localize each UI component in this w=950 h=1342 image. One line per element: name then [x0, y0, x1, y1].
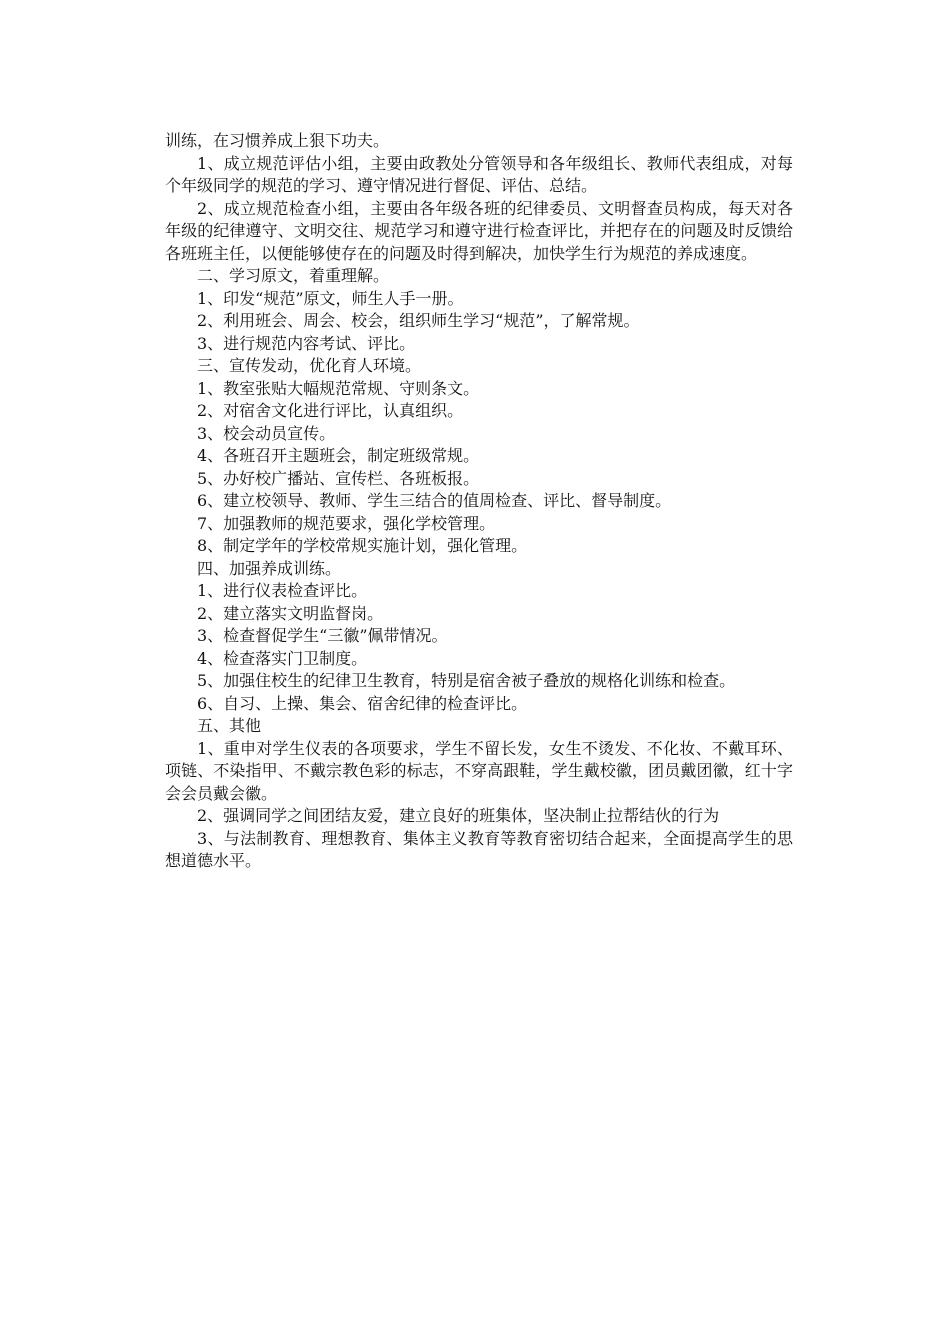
- paragraph: 四、加强养成训练。: [197, 558, 342, 578]
- paragraph: 1、成立规范评估小组，主要由政教处分管领导和各年级组长、教师代表组成，对每个年级同学的规范的学习、遵守情况进行督促、评估、总结。: [165, 153, 793, 195]
- paragraph: 4、各班召开主题班会，制定班级常规。: [197, 446, 480, 465]
- paragraph: 4、检查落实门卫制度。: [197, 648, 368, 668]
- paragraph: 二、学习原文，着重理解。: [197, 266, 390, 285]
- paragraph: 2、建立落实文明监督岗。: [197, 603, 384, 623]
- document-body: [165, 130, 793, 873]
- paragraph: 五、其他: [197, 716, 262, 735]
- paragraph: 2、利用班会、周会、校会，组织师生学习“规范”，了解常规。: [197, 311, 640, 330]
- paragraph: 1、重申对学生仪表的各项要求，学生不留长发，女生不烫发、不化妆、不戴耳环、项链、不染指甲、不戴宗教色彩的标志，不穿高跟鞋，学生戴校徽，团员戴团徽，红十字会会员戴会徽。: [165, 738, 793, 803]
- paragraph: 2、强调同学之间团结友爱，建立良好的班集体，坚决制止拉帮结伙的行为: [197, 806, 720, 825]
- paragraph: 2、成立规范检查小组，主要由各年级各班的纪律委员、文明督查员构成，每天对各年级的纪律遵守、文明交往、规范学习和遵守进行检查评比，并把存在的问题及时反馈给各班班主任，以便能够使存在的问题及时得到解决，加快学生行为规范的养成速度。: [165, 198, 793, 263]
- paragraph: 6、建立校领导、教师、学生三结合的值周检查、评比、督导制度。: [197, 491, 672, 510]
- paragraph: 3、进行规范内容考试、评比。: [197, 333, 416, 353]
- paragraph: 8、制定学年的学校常规实施计划，强化管理。: [197, 536, 528, 555]
- paragraph: 3、校会动员宣传。: [197, 423, 336, 443]
- paragraph: 3、与法制教育、理想教育、集体主义教育等教育密切结合起来，全面提高学生的思想道德水平。: [165, 828, 793, 870]
- paragraph: 1、印发“规范”原文，师生人手一册。: [197, 288, 464, 308]
- paragraph: 3、检查督促学生“三徽”佩带情况。: [197, 626, 448, 645]
- paragraph: 5、办好校广播站、宣传栏、各班板报。: [197, 468, 480, 488]
- paragraph: 1、教室张贴大幅规范常规、守则条文。: [197, 378, 480, 398]
- paragraph: 1、进行仪表检查评比。: [197, 581, 368, 600]
- paragraph: 训练，在习惯养成上狠下功夫。: [165, 131, 390, 150]
- paragraph: 2、对宿舍文化进行评比，认真组织。: [197, 401, 464, 420]
- paragraph: 5、加强住校生的纪律卫生教育，特别是宿舍被子叠放的规格化训练和检查。: [197, 671, 736, 690]
- paragraph: 三、宣传发动，优化育人环境。: [197, 356, 422, 375]
- paragraph: 6、自习、上操、集会、宿舍纪律的检查评比。: [197, 693, 528, 713]
- paragraph: 7、加强教师的规范要求，强化学校管理。: [197, 513, 496, 533]
